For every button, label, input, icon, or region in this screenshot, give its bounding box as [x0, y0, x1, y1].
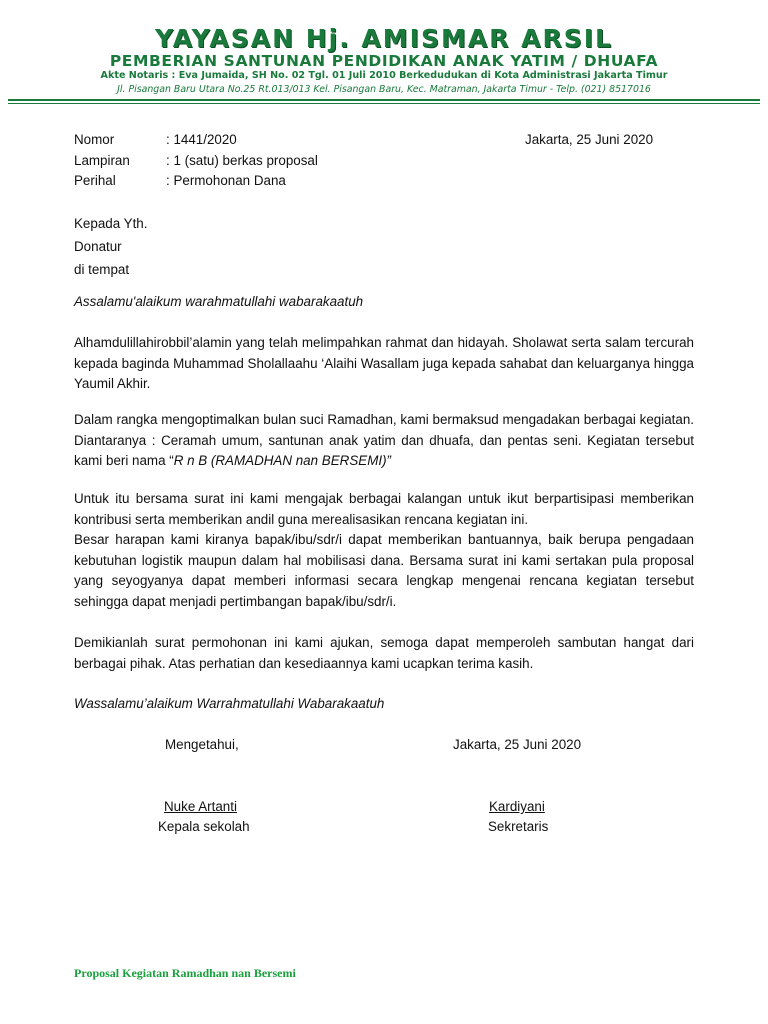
foundation-subtitle: PEMBERIAN SANTUNAN PENDIDIKAN ANAK YATIM / DHUAFA	[109, 52, 659, 70]
closing-salutation: Wassalamu’alaikum Warrahmatullahi Wabarakaatuh	[74, 696, 385, 711]
letter-date: Jakarta, 25 Juni 2020	[525, 132, 654, 147]
greeting: Assalamu'alaikum warahmatullahi wabarakaatuh	[74, 294, 364, 309]
recipient-block	[74, 212, 147, 281]
signature-left-role: Kepala sekolah	[158, 819, 250, 834]
recipient-line: di tempat	[74, 262, 130, 277]
meta-label: Lampiran	[74, 152, 130, 168]
meta-value: : Permohonan Dana	[166, 173, 286, 188]
meta-value: : 1441/2020	[166, 132, 237, 147]
paragraph-main-text: Dalam rangka mengoptimalkan bulan suci Ramadhan, kami bermaksud mengadakan berbagai kegiatan. Diantaranya : Ceramah umum, santunan anak yatim dan dhuafa, dan pentas seni. Kegiatan tersebut kami beri nama “	[74, 412, 694, 468]
paragraph-invitation	[74, 489, 694, 612]
paragraph-text: Demikianlah surat permohonan ini kami ajukan, semoga dapat memperoleh sambutan hangat dari berbagai pihak. Atas perhatian dan kesediaannya kami ucapkan terima kasih.	[74, 635, 694, 671]
paragraph-text	[74, 410, 694, 472]
paragraph-opening	[74, 333, 694, 395]
meta-label: Nomor	[74, 132, 115, 147]
recipient-line: Kepada Yth.	[74, 216, 148, 231]
page-footer: Proposal Kegiatan Ramadhan nan Bersemi	[74, 966, 296, 980]
recipient-line: Donatur	[74, 239, 122, 254]
event-name: R n B (RAMADHAN nan BERSEMI)”	[173, 453, 391, 468]
meta-row-attachment	[74, 151, 318, 172]
meta-label: Perihal	[74, 173, 116, 188]
meta-row-number	[74, 130, 318, 151]
signature-left-heading: Mengetahui,	[165, 737, 239, 752]
signature-left-name: Nuke Artanti	[164, 799, 237, 814]
paragraph-purpose	[74, 410, 694, 472]
paragraph-text: Besar harapan kami kiranya bapak/ibu/sdr/i dapat memberikan bantuannya, baik berupa pengadaan kebutuhan logistik maupun dalam hal mobilisasi dana. Bersama surat ini kami sertakan pula proposal yang seyogyanya dapat memberi informasi secara lengkap mengenai rencana kegiatan tersebut sehingga dapat menjadi pertimbangan bapak/ibu/sdr/i.	[74, 532, 694, 609]
letterhead	[0, 0, 768, 110]
signature-right-heading: Jakarta, 25 Juni 2020	[453, 737, 582, 752]
letterhead-rule-thin	[8, 103, 760, 104]
meta-value: : 1 (satu) berkas proposal	[166, 152, 318, 168]
paragraph-text: Untuk itu bersama surat ini kami mengajak berbagai kalangan untuk ikut berpartisipasi memberikan kontribusi serta memberikan andil guna merealisasikan rencana kegiatan ini.	[74, 491, 694, 527]
signature-right-name: Kardiyani	[489, 799, 545, 814]
letterhead-rule-thick	[8, 99, 760, 101]
notary-deed: Akte Notaris : Eva Jumaida, SH No. 02 Tgl. 01 Juli 2010 Berkedudukan di Kota Administrasi Jakarta Timur	[100, 70, 668, 81]
paragraph-text: Alhamdulillahirobbil’alamin yang telah melimpahkan rahmat dan hidayah. Sholawat serta salam tercurah kepada baginda Muhammad Sholallaahu ‘Alaihi Wasallam juga kepada sahabat dan keluarganya hingga Yaumil Akhir.	[74, 335, 694, 391]
signature-right-role: Sekretaris	[488, 819, 549, 834]
foundation-address: Jl. Pisangan Baru Utara No.25 Rt.013/013 Kel. Pisangan Baru, Kec. Matraman, Jakarta Timur - Telp. (021) 8517016	[117, 84, 651, 95]
paragraph-closing	[74, 633, 694, 674]
letter-meta	[74, 130, 318, 192]
meta-row-subject	[74, 171, 318, 192]
foundation-name: YAYASAN Hj. AMISMAR ARSIL	[155, 24, 613, 53]
